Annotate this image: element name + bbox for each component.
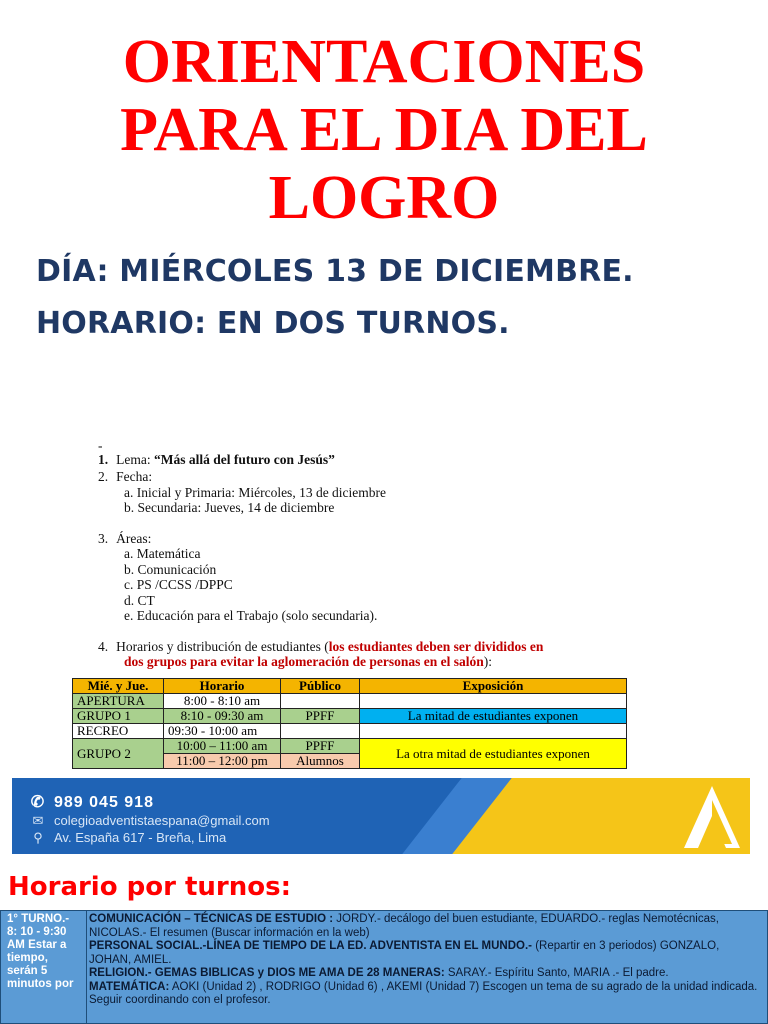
fecha-inicial: a. Inicial y Primaria: Miércoles, 13 de diciembre (124, 485, 387, 500)
email-text: colegioadventistaespana@gmail.com (54, 813, 270, 828)
table-cell: PPFF (281, 739, 360, 754)
item-horarios (98, 639, 543, 655)
dash-mark: - (98, 438, 103, 453)
page-title (0, 28, 768, 232)
table-cell: 8:00 - 8:10 am (164, 694, 281, 709)
item-label: Lema: (116, 452, 154, 467)
title-line-3: LOGRO (268, 164, 500, 232)
turnos-table (0, 910, 768, 1024)
table-cell (281, 724, 360, 739)
item-lema (98, 452, 335, 468)
turno-line (89, 967, 763, 981)
item-horarios-cont (124, 654, 492, 670)
scanned-document (12, 440, 750, 772)
area-item: a. Matemática (124, 546, 201, 561)
table-cell: La mitad de estudiantes exponen (360, 709, 627, 724)
table-row (73, 709, 627, 724)
mail-icon: ✉ (32, 813, 44, 828)
subject-text: (Repartir en 3 periodos) GONZALO, JOHAN, AMIEL. (89, 940, 720, 966)
table-cell: GRUPO 2 (73, 739, 164, 769)
event-day: DÍA: MIÉRCOLES 13 DE DICIEMBRE. (36, 254, 634, 289)
table-header: Exposición (360, 679, 627, 694)
item-areas (98, 531, 151, 547)
contact-address (30, 830, 226, 846)
table-row (73, 694, 627, 709)
item-label: Fecha: (116, 469, 153, 484)
item-label: Horarios y distribución de estudiantes ( (116, 639, 329, 654)
item-end: ): (483, 654, 493, 669)
title-line-2: PARA EL DIA DEL (120, 96, 648, 164)
area-item: c. PS /CCSS /DPPC (124, 577, 233, 592)
subject-title: COMUNICACIÓN – TÉCNICAS DE ESTUDIO : (89, 913, 337, 925)
warning-text: dos grupos para evitar la aglomeración de personas en el salón (124, 654, 484, 669)
location-pin-icon: ⚲ (33, 830, 43, 845)
turno-content (89, 913, 763, 1008)
school-logo (672, 782, 742, 852)
warning-text: los estudiantes deben ser divididos en (328, 639, 544, 654)
phone-icon: ✆ (30, 794, 46, 811)
event-schedule: HORARIO: EN DOS TURNOS. (36, 306, 510, 341)
table-cell (281, 694, 360, 709)
address-text: Av. España 617 - Breña, Lima (54, 830, 227, 845)
item-fecha (98, 469, 152, 485)
area-item: b. Comunicación (124, 562, 217, 577)
contact-phone[interactable] (30, 792, 154, 812)
subject-title: PERSONAL SOCIAL.-LÍNEA DE TIEMPO DE LA ED. ADVENTISTA EN EL MUNDO.- (89, 940, 532, 952)
turno-line (89, 913, 763, 940)
table-cell: GRUPO 1 (73, 709, 164, 724)
turno-label: 1° TURNO.- 8: 10 - 9:30 AM Estar a tiempo, serán 5 minutos por (1, 911, 87, 1024)
table-cell: PPFF (281, 709, 360, 724)
subject-text: JORDY.- decálogo del buen estudiante, EDUARDO.- reglas Nemotécnicas, NICOLAS.- El resumen (Buscar información en la web) (89, 913, 719, 939)
table-header-row (73, 679, 627, 694)
contact-email[interactable] (30, 813, 270, 829)
table-cell: Alumnos (281, 754, 360, 769)
item-label: Áreas: (116, 531, 152, 546)
table-header: Horario (164, 679, 281, 694)
lema-value: “Más allá del futuro con Jesús” (153, 452, 335, 467)
area-item: d. CT (124, 593, 155, 608)
title-line-1: ORIENTACIONES (122, 28, 646, 96)
table-cell: 11:00 – 12:00 pm (164, 754, 281, 769)
turno-line (89, 940, 763, 967)
item-number: 3. (98, 531, 109, 546)
area-item: e. Educación para el Trabajo (solo secundaria). (124, 608, 378, 623)
table-row (73, 724, 627, 739)
schedule-table (72, 678, 627, 769)
table-header: Público (281, 679, 360, 694)
turno-line (89, 981, 763, 1008)
section-heading: Horario por turnos: (8, 872, 291, 902)
item-number: 1. (98, 452, 109, 467)
phone-text: 989 045 918 (54, 794, 154, 811)
table-cell: La otra mitad de estudiantes exponen (360, 739, 627, 769)
subject-title: RELIGION.- GEMAS BIBLICAS y DIOS ME AMA DE 28 MANERAS: (89, 967, 445, 979)
table-header: Mié. y Jue. (73, 679, 164, 694)
table-cell: RECREO (73, 724, 164, 739)
fecha-secundaria: b. Secundaria: Jueves, 14 de diciembre (124, 500, 335, 515)
table-cell: 09:30 - 10:00 am (164, 724, 281, 739)
contact-banner (12, 778, 750, 854)
item-number: 2. (98, 469, 109, 484)
item-number: 4. (98, 639, 109, 654)
table-cell: 8:10 - 09:30 am (164, 709, 281, 724)
table-row (73, 739, 627, 754)
table-cell: 10:00 – 11:00 am (164, 739, 281, 754)
table-cell (360, 694, 627, 709)
table-cell: APERTURA (73, 694, 164, 709)
subject-text: SARAY.- Espíritu Santo, MARIA .- El padre. (444, 967, 669, 979)
table-cell (360, 724, 627, 739)
subject-text: AOKI (Unidad 2) , RODRIGO (Unidad 6) , AKEMI (Unidad 7) Escogen un tema de su agrado de la unidad indicada. Seguir coordinando con el profesor. (89, 980, 758, 1006)
subject-title: MATEMÁTICA: (89, 980, 170, 993)
